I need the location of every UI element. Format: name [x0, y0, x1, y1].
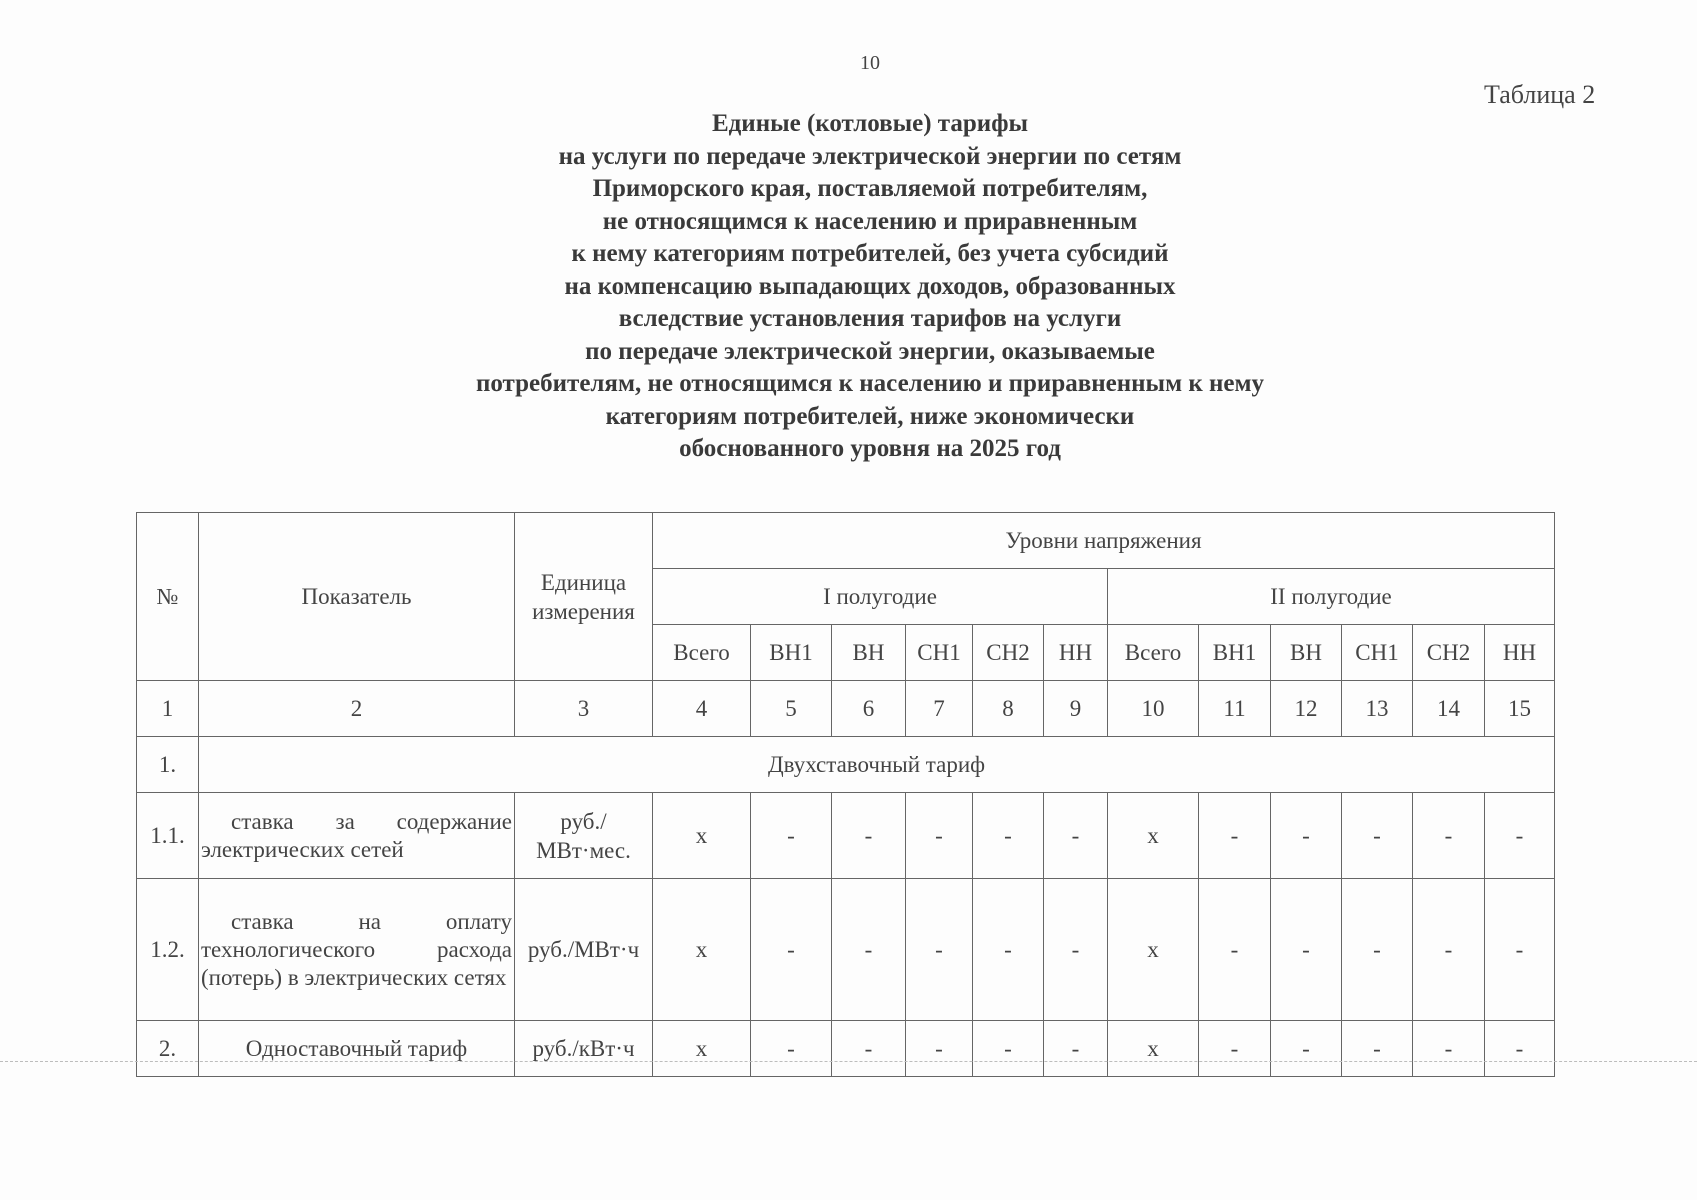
column-number: 5	[751, 681, 832, 737]
table-row	[137, 737, 1555, 793]
row-label: Двухставочный тариф	[199, 737, 1555, 793]
column-number: 7	[906, 681, 973, 737]
value-cell: -	[1271, 1021, 1342, 1077]
title-line: на услуги по передаче электрической энергии по сетям	[558, 142, 1182, 170]
value-cell: -	[906, 1021, 973, 1077]
row-unit: руб./ МВт·мес.	[515, 793, 653, 879]
row-label: Одноставочный тариф	[199, 1021, 515, 1077]
value-cell: х	[1108, 793, 1199, 879]
value-cell: -	[832, 793, 906, 879]
value-cell: -	[1199, 793, 1271, 879]
header-no: №	[137, 513, 199, 681]
value-cell: -	[1044, 1021, 1108, 1077]
column-number: 11	[1199, 681, 1271, 737]
title-line: на компенсацию выпадающих доходов, образованных	[564, 272, 1176, 300]
value-cell: -	[906, 793, 973, 879]
value-cell: -	[1485, 1021, 1555, 1077]
value-cell: -	[832, 1021, 906, 1077]
header-sub: СН2	[1413, 625, 1485, 681]
row-number: 1.	[137, 737, 199, 793]
title-line: вследствие установления тарифов на услуги	[618, 305, 1122, 332]
header-sub: ВН1	[751, 625, 832, 681]
row-number: 1.2.	[137, 879, 199, 1021]
title-line: не относящимся к населению и приравненным	[602, 207, 1138, 235]
header-half-1: I полугодие	[653, 569, 1108, 625]
header-sub: Всего	[653, 625, 751, 681]
column-number: 14	[1413, 681, 1485, 737]
row-label-text: ставка за содержание электрических сетей	[201, 808, 512, 862]
header-sub: СН1	[1342, 625, 1413, 681]
value-cell: -	[832, 879, 906, 1021]
value-cell: -	[1199, 1021, 1271, 1077]
value-cell: -	[973, 793, 1044, 879]
header-half-2: II полугодие	[1108, 569, 1555, 625]
title-line: по передаче электрической энергии, оказываемые	[585, 337, 1155, 365]
title-line: к нему категориям потребителей, без учета субсидий	[571, 240, 1169, 267]
title-line: категориям потребителей, ниже экономически	[605, 402, 1135, 430]
value-cell: -	[1044, 879, 1108, 1021]
header-sub: ВН	[832, 625, 906, 681]
column-number: 6	[832, 681, 906, 737]
value-cell: -	[973, 879, 1044, 1021]
value-cell: х	[1108, 1021, 1199, 1077]
numbering-row	[137, 681, 1555, 737]
header-sub: СН2	[973, 625, 1044, 681]
header-indicator: Показатель	[199, 513, 515, 681]
header-sub: ВН	[1271, 625, 1342, 681]
row-number: 1.1.	[137, 793, 199, 879]
header-sub: НН	[1044, 625, 1108, 681]
tariff-table	[136, 512, 1555, 1077]
value-cell: -	[1271, 879, 1342, 1021]
table-row	[137, 793, 1555, 879]
header-sub: Всего	[1108, 625, 1199, 681]
title-line: потребителям, не относящимся к населению и приравненным к нему	[475, 370, 1265, 397]
column-number: 3	[515, 681, 653, 737]
value-cell: -	[1199, 879, 1271, 1021]
value-cell: -	[1271, 793, 1342, 879]
value-cell: -	[973, 1021, 1044, 1077]
header-sub: ВН1	[1199, 625, 1271, 681]
page-number: 10	[860, 52, 880, 74]
column-number: 13	[1342, 681, 1413, 737]
value-cell: -	[1044, 793, 1108, 879]
value-cell: -	[1413, 1021, 1485, 1077]
value-cell: -	[751, 1021, 832, 1077]
column-number: 8	[973, 681, 1044, 737]
row-unit: руб./МВт·ч	[515, 879, 653, 1021]
header-unit: Единица измерения	[515, 513, 653, 681]
value-cell: -	[1413, 793, 1485, 879]
header-sub: НН	[1485, 625, 1555, 681]
row-label	[199, 879, 515, 1021]
title-line: Приморского края, поставляемой потребителям,	[592, 175, 1148, 202]
value-cell: -	[906, 879, 973, 1021]
row-label	[199, 793, 515, 879]
value-cell: -	[1485, 879, 1555, 1021]
column-number: 15	[1485, 681, 1555, 737]
row-label-text: ставка на оплату технологического расхода (потерь) в электрических сетях	[201, 908, 512, 990]
value-cell: х	[653, 793, 751, 879]
row-number: 2.	[137, 1021, 199, 1077]
title-line: обоснованного уровня на 2025 год	[679, 435, 1061, 462]
header-row	[137, 513, 1555, 569]
column-number: 1	[137, 681, 199, 737]
document-title	[340, 108, 1400, 466]
value-cell: -	[1342, 879, 1413, 1021]
table-caption: Таблица 2	[1484, 80, 1596, 109]
value-cell: х	[653, 879, 751, 1021]
value-cell: -	[751, 879, 832, 1021]
column-number: 12	[1271, 681, 1342, 737]
table-row	[137, 879, 1555, 1021]
value-cell: -	[1342, 1021, 1413, 1077]
value-cell: -	[1413, 879, 1485, 1021]
value-cell: -	[751, 793, 832, 879]
column-number: 10	[1108, 681, 1199, 737]
column-number: 4	[653, 681, 751, 737]
column-number: 9	[1044, 681, 1108, 737]
value-cell: -	[1485, 793, 1555, 879]
scan-artifact-line	[0, 1061, 1697, 1062]
row-unit: руб./кВт·ч	[515, 1021, 653, 1077]
title-line: Единые (котловые) тарифы	[711, 110, 1029, 137]
column-number: 2	[199, 681, 515, 737]
value-cell: х	[653, 1021, 751, 1077]
table-row	[137, 1021, 1555, 1077]
value-cell: х	[1108, 879, 1199, 1021]
header-voltage-levels: Уровни напряжения	[653, 513, 1555, 569]
header-sub: СН1	[906, 625, 973, 681]
value-cell: -	[1342, 793, 1413, 879]
